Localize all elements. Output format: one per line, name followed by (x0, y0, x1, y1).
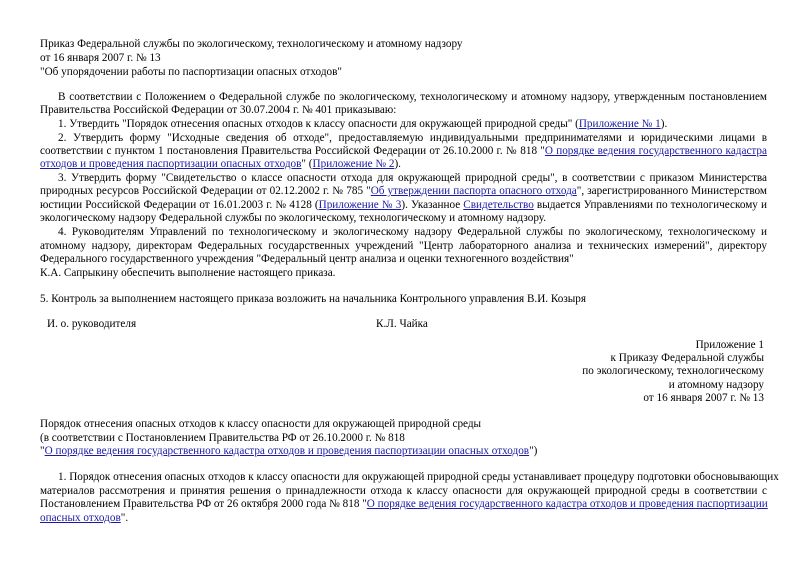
order-item-4: 4. Руководителям Управлений по технологическому и экологическому надзору Федеральной службы по экологическому, технологическому и (58, 226, 767, 238)
order-item-4-line: атомному надзору, директорам Федеральных государственных учреждений "Центр лабораторного анализа и технических измерений", директору (40, 240, 767, 252)
cadastre-decree-link[interactable]: отходов и проведения паспортизации опасных отходов (40, 158, 302, 170)
cadastre-decree-link[interactable]: опасных отходов (40, 512, 121, 524)
order-subject: "Об упорядочении работы по паспортизации опасных отходов" (40, 66, 342, 78)
procedure-title: Порядок отнесения опасных отходов к классу опасности для окружающей природной среды (40, 418, 482, 430)
order-item-4-line: Федерального государственного учреждения "Федеральный центр анализа и оценки техногенного воздействия" (40, 253, 574, 265)
order-item-4-line: К.А. Сапрыкину обеспечить выполнение настоящего приказа. (40, 267, 336, 279)
signatory-name: К.Л. Чайка (376, 318, 428, 330)
appendix-3-link[interactable]: Приложение № 3 (318, 199, 402, 211)
order-item-2-line: соответствии с пунктом 1 постановления Правительства Российской Федерации от 26.10.2000 г. № 818 "О порядке ведения государственного кадастра (40, 145, 767, 157)
procedure-paragraph-line: Постановлением Правительства РФ от 26 октября 2000 года № 818 "О порядке ведения государственного кадастра отходов и проведения паспортизации (40, 498, 768, 510)
order-item-3-line: юстиции Российской Федерации от 16.01.2003 г. № 4128 (Приложение № 3). Указанное Свидетельство выдается Управлениями по технологическому и (40, 199, 767, 211)
order-item-2: 2. Утвердить форму "Исходные сведения об отходе", предоставляемую индивидуальными предпринимателями и юридическими лицами в (58, 132, 767, 144)
cadastre-decree-link[interactable]: О порядке ведения государственного кадастра (544, 145, 767, 157)
appendix-ref: и атомному надзору (668, 379, 764, 391)
preamble-line: В соответствии с Положением о Федеральной службе по экологическому, технологическому и атомному надзору, утвержденным постановлением (58, 91, 767, 103)
preamble-line: Правительства Российской Федерации от 30.07.2004 г. № 401 приказываю: (40, 104, 397, 116)
procedure-paragraph-line: материалов рассмотрения и принятия решения о принадлежности отхода к классу опасности для окружающей природной среды в соответствии с (40, 485, 767, 497)
order-item-2-line: отходов и проведения паспортизации опасных отходов" (Приложение № 2). (40, 158, 401, 170)
appendix-ref: по экологическому, технологическому (582, 365, 764, 377)
procedure-basis: (в соответствии с Постановлением Правительства РФ от 26.10.2000 г. № 818 (40, 432, 405, 444)
certificate-link[interactable]: Свидетельство (463, 199, 534, 211)
order-item-3-line: экологическому надзору Федеральной службы по экологическому, технологическому и атомному надзору. (40, 212, 547, 224)
appendix-2-link[interactable]: Приложение № 2 (312, 158, 395, 170)
order-item-1: 1. Утвердить "Порядок отнесения опасных отходов к классу опасности для окружающей природной среды" (Приложение № 1). (58, 118, 668, 130)
order-date: от 16 января 2007 г. № 13 (40, 52, 161, 64)
cadastre-decree-link[interactable]: О порядке ведения государственного кадастра отходов и проведения паспортизации опасных отходов (44, 445, 530, 457)
appendix-label: Приложение 1 (695, 339, 764, 351)
signatory-position: И. о. руководителя (47, 318, 137, 330)
appendix-ref: от 16 января 2007 г. № 13 (643, 392, 764, 404)
appendix-1-link[interactable]: Приложение № 1 (578, 118, 661, 130)
appendix-ref: к Приказу Федеральной службы (610, 352, 764, 364)
cadastre-decree-link[interactable]: О порядке ведения государственного кадастра отходов и проведения паспортизации (366, 498, 768, 510)
waste-passport-order-link[interactable]: Об утверждении паспорта опасного отхода (370, 185, 577, 197)
order-title: Приказ Федеральной службы по экологическому, технологическому и атомному надзору (40, 38, 463, 50)
procedure-basis-line: "О порядке ведения государственного кадастра отходов и проведения паспортизации опасных отходов") (40, 445, 538, 457)
order-item-3: 3. Утвердить форму "Свидетельство о классе опасности отхода для окружающей природной среды", в соответствии с приказом Министерства (58, 172, 767, 184)
order-item-3-line: природных ресурсов Российской Федерации от 02.12.2002 г. № 785 "Об утверждении паспорта опасного отхода", зарегистрированного Министерством (40, 185, 767, 197)
procedure-paragraph-line: опасных отходов". (40, 512, 129, 524)
order-item-5: 5. Контроль за выполнением настоящего приказа возложить на начальника Контрольного управления В.И. Козыря (40, 293, 587, 305)
procedure-paragraph-1: 1. Порядок отнесения опасных отходов к классу опасности для окружающей природной среды устанавливает процедуру подготовки обосновывающих (58, 471, 779, 483)
